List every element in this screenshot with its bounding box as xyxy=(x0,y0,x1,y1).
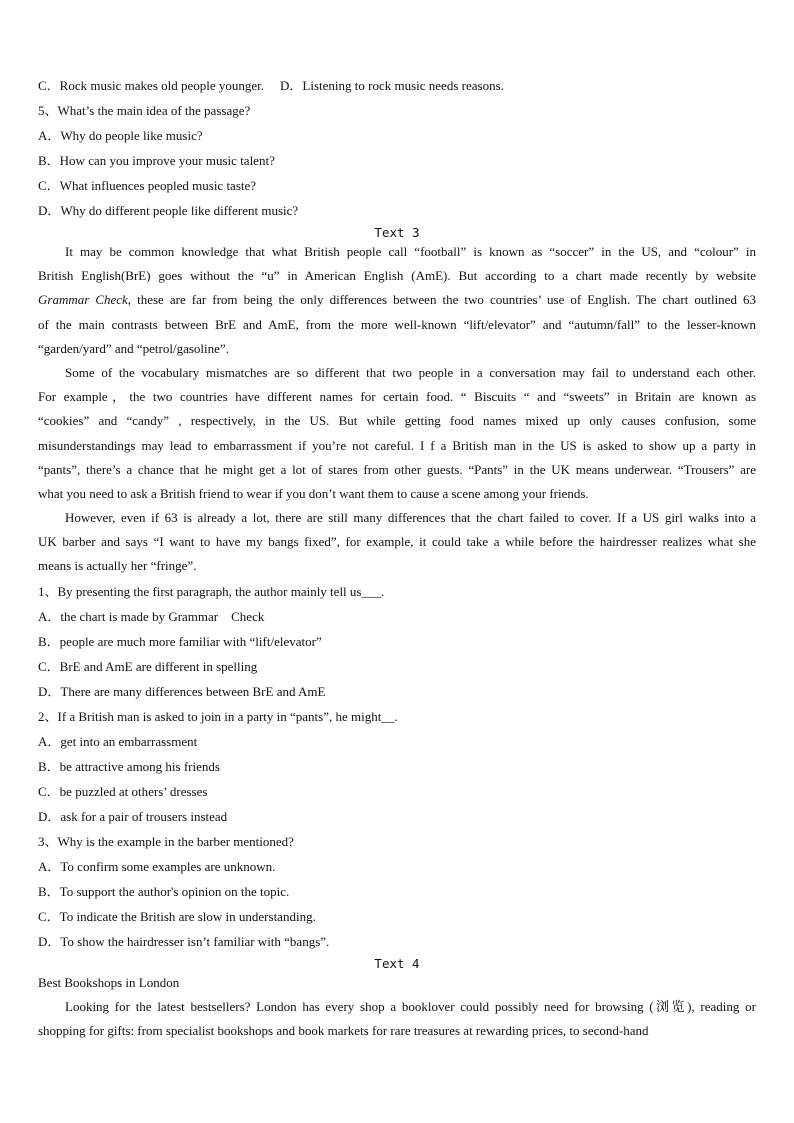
text3-q1-option-c: C．BrE and AmE are different in spelling xyxy=(38,658,258,674)
q5-option-a: A．Why do people like music? xyxy=(38,128,203,143)
q5-option-b: B．How can you improve your music talent? xyxy=(38,153,275,168)
q5-option-d: D．Why do different people like different music? xyxy=(38,203,299,218)
text3-q3-option-c: C．To indicate the British are slow in understanding. xyxy=(38,908,316,924)
text3-q2-option-a: A．get into an embarrassment xyxy=(38,733,198,749)
text3-q2-question: 2、If a British man is asked to join in a party in “pants”, he might__. xyxy=(38,708,398,724)
text3-q2-option-b: B．be attractive among his friends xyxy=(38,758,220,774)
text3-q3-option-d: D．To show the hairdresser isn’t familiar with “bangs”. xyxy=(38,933,330,949)
text4-heading: Text 4 xyxy=(374,955,420,971)
text3-heading: Text 3 xyxy=(374,225,420,240)
text3-paragraph-3: However, even if 63 is already a lot, there are still many differences that the chart failed to cover. If a US girl walks into a UK barber and says “I want to have my bangs fixed”, for example, it could take a while before the hairdresser realizes what she means is actually her “fringe”. xyxy=(38,510,756,574)
document-page xyxy=(38,74,756,1043)
text3-q3-option-a: A．To confirm some examples are unknown. xyxy=(38,858,276,874)
grammar-check-title: Grammar Check, xyxy=(38,292,132,308)
text4-title: Best Bookshops in London xyxy=(38,974,180,990)
text3-q2-option-d: D．ask for a pair of trousers instead xyxy=(38,808,228,824)
text3-q2-option-c: C．be puzzled at others’ dresses xyxy=(38,783,208,799)
text3-paragraph-2: Some of the vocabulary mismatches are so different that two people in a conversation may fail to understand each other. For example，the two countries have different names for certain food. “ Biscuits “ and “sweets” in Britain are known as “cookies” and “candy” , respectively, in the US. But while getting food names mixed up only causes confusion, some misunderstandings may lead to embarrassment if you’re not careful. I f a British man in the US is asked to show up a party in “pants”, there’s a chance that he might get a lot of stares from other guests. “Pants” in the UK means underwear. “Trousers” are what you need to ask a British friend to wear if you don’t want them to cause a scene among your friends. xyxy=(38,364,756,501)
q4-option-d: D．Listening to rock music needs reasons. xyxy=(280,78,504,93)
text4-paragraph-1: Looking for the latest bestsellers? London has every shop a booklover could possibly need for browsing (浏览), reading or shopping for gifts: from specialist bookshops and book markets for rare treasures at rewarding prices, to second-hand xyxy=(38,998,756,1038)
q4-option-c: C．Rock music makes old people younger. xyxy=(38,78,265,93)
text3-q3-option-b: B．To support the author's opinion on the topic. xyxy=(38,883,290,899)
text3-q1-option-d: D．There are many differences between BrE and AmE xyxy=(38,683,326,699)
text3-q1-question: 1、By presenting the first paragraph, the author mainly tell us___. xyxy=(38,583,385,599)
text3-q1-option-a: A．the chart is made by Grammar Check xyxy=(38,608,265,624)
text3-q1-option-b: B．people are much more familiar with “lift/elevator” xyxy=(38,633,322,649)
q5-option-c: C．What influences peopled music taste? xyxy=(38,178,257,193)
text3-paragraph-1: It may be common knowledge that what British people call “football” is known as “soccer” in the US, and “colour” in British English(BrE) goes without the “u” in American English (AmE). But according to a chart made recently by website Grammar Check, these are far from being the only differences between the two countries’ use of English. The chart outlined 63 of the main contrasts between BrE and AmE, from the more well-known “lift/elevator” and “autumn/fall” to the lesser-known “garden/yard” and “petrol/gasoline”. xyxy=(38,244,756,356)
q4-options-cd xyxy=(38,73,756,98)
text3-q3-question: 3、Why is the example in the barber mentioned? xyxy=(38,833,294,849)
q5-question: 5、What’s the main idea of the passage? xyxy=(38,103,251,118)
